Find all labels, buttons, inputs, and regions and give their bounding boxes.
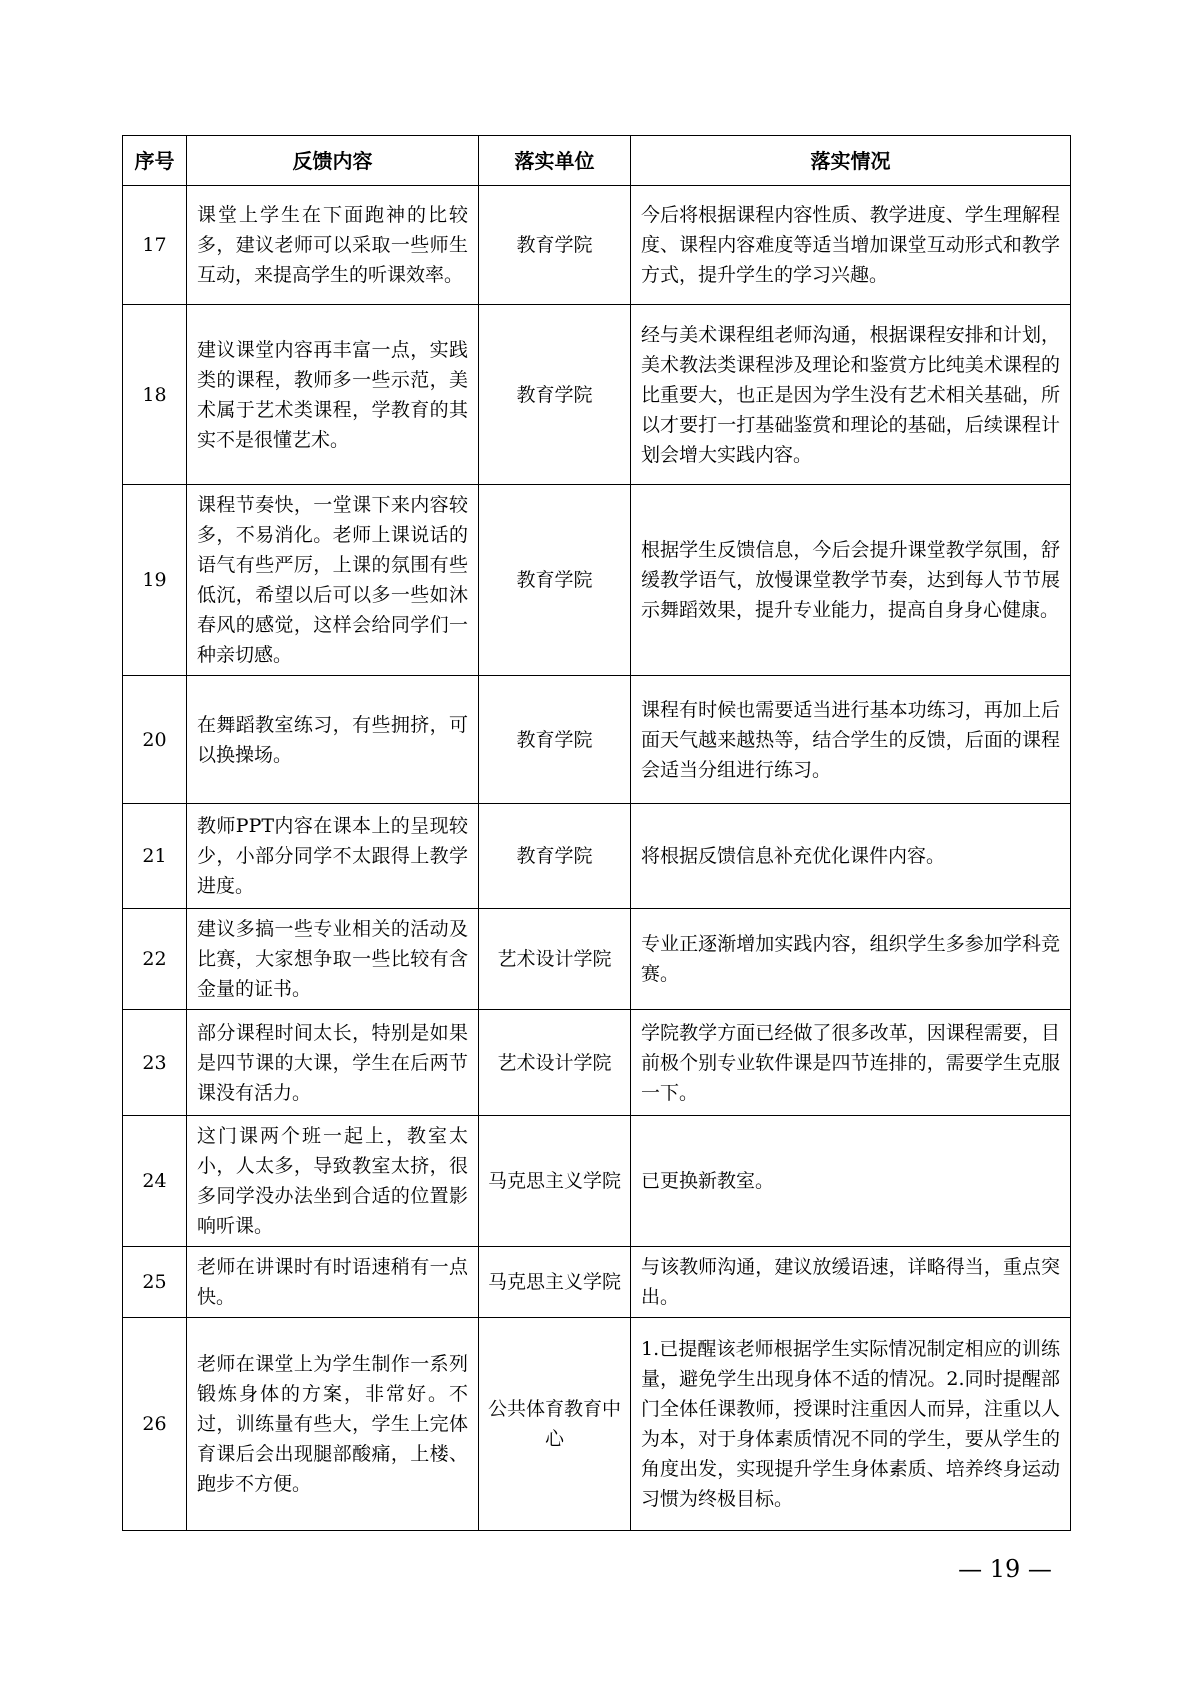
table-row	[123, 804, 1071, 909]
row-num: 19	[123, 485, 187, 676]
row-content: 建议多搞一些专业相关的活动及比赛，大家想争取一些比较有含金量的证书。	[187, 909, 479, 1010]
table-row	[123, 676, 1071, 804]
row-num: 21	[123, 804, 187, 909]
table-row	[123, 1116, 1071, 1247]
row-content: 课堂上学生在下面跑神的比较多，建议老师可以采取一些师生互动，来提高学生的听课效率。	[187, 186, 479, 305]
row-status: 课程有时候也需要适当进行基本功练习，再加上后面天气越来越热等，结合学生的反馈，后面的课程会适当分组进行练习。	[631, 676, 1071, 804]
row-num: 24	[123, 1116, 187, 1247]
row-unit: 艺术设计学院	[479, 1010, 631, 1116]
table-row	[123, 1318, 1071, 1531]
row-unit: 公共体育教育中心	[479, 1318, 631, 1531]
table-row	[123, 909, 1071, 1010]
row-unit: 教育学院	[479, 804, 631, 909]
row-unit: 艺术设计学院	[479, 909, 631, 1010]
table-row	[123, 305, 1071, 485]
table-row	[123, 1010, 1071, 1116]
row-status: 将根据反馈信息补充优化课件内容。	[631, 804, 1071, 909]
page-number: — 19 —	[958, 1555, 1052, 1583]
row-unit: 马克思主义学院	[479, 1116, 631, 1247]
table-row	[123, 1247, 1071, 1318]
row-num: 25	[123, 1247, 187, 1318]
row-status: 已更换新教室。	[631, 1116, 1071, 1247]
row-status: 与该教师沟通，建议放缓语速，详略得当，重点突出。	[631, 1247, 1071, 1318]
row-content: 建议课堂内容再丰富一点，实践类的课程，教师多一些示范，美术属于艺术类课程，学教育的其实不是很懂艺术。	[187, 305, 479, 485]
row-unit: 教育学院	[479, 186, 631, 305]
feedback-table	[122, 135, 1071, 1531]
row-status: 今后将根据课程内容性质、教学进度、学生理解程度、课程内容难度等适当增加课堂互动形式和教学方式，提升学生的学习兴趣。	[631, 186, 1071, 305]
table-header-row	[123, 136, 1071, 186]
row-unit: 教育学院	[479, 676, 631, 804]
row-unit: 教育学院	[479, 305, 631, 485]
header-unit: 落实单位	[479, 136, 631, 186]
row-unit: 教育学院	[479, 485, 631, 676]
row-content: 教师PPT内容在课本上的呈现较少，小部分同学不太跟得上教学进度。	[187, 804, 479, 909]
header-content: 反馈内容	[187, 136, 479, 186]
row-content: 在舞蹈教室练习，有些拥挤，可以换操场。	[187, 676, 479, 804]
row-num: 17	[123, 186, 187, 305]
table-row	[123, 186, 1071, 305]
row-unit: 马克思主义学院	[479, 1247, 631, 1318]
table-row	[123, 485, 1071, 676]
header-status: 落实情况	[631, 136, 1071, 186]
row-num: 20	[123, 676, 187, 804]
row-num: 26	[123, 1318, 187, 1531]
row-status: 专业正逐渐增加实践内容，组织学生多参加学科竞赛。	[631, 909, 1071, 1010]
row-content: 这门课两个班一起上，教室太小，人太多，导致教室太挤，很多同学没办法坐到合适的位置影响听课。	[187, 1116, 479, 1247]
row-status: 经与美术课程组老师沟通，根据课程安排和计划，美术教法类课程涉及理论和鉴赏方比纯美术课程的比重要大，也正是因为学生没有艺术相关基础，所以才要打一打基础鉴赏和理论的基础，后续课程计划会增大实践内容。	[631, 305, 1071, 485]
row-content: 老师在讲课时有时语速稍有一点快。	[187, 1247, 479, 1318]
row-status: 根据学生反馈信息，今后会提升课堂教学氛围，舒缓教学语气，放慢课堂教学节奏，达到每人节节展示舞蹈效果，提升专业能力，提高自身身心健康。	[631, 485, 1071, 676]
row-num: 18	[123, 305, 187, 485]
header-num: 序号	[123, 136, 187, 186]
row-content: 课程节奏快，一堂课下来内容较多，不易消化。老师上课说话的语气有些严厉，上课的氛围有些低沉，希望以后可以多一些如沐春风的感觉，这样会给同学们一种亲切感。	[187, 485, 479, 676]
row-content: 老师在课堂上为学生制作一系列锻炼身体的方案，非常好。不过，训练量有些大，学生上完体育课后会出现腿部酸痛，上楼、跑步不方便。	[187, 1318, 479, 1531]
row-num: 23	[123, 1010, 187, 1116]
row-content: 部分课程时间太长，特别是如果是四节课的大课，学生在后两节课没有活力。	[187, 1010, 479, 1116]
row-status: 学院教学方面已经做了很多改革，因课程需要，目前极个别专业软件课是四节连排的，需要学生克服一下。	[631, 1010, 1071, 1116]
row-status: 1.已提醒该老师根据学生实际情况制定相应的训练量，避免学生出现身体不适的情况。2.同时提醒部门全体任课教师，授课时注重因人而异，注重以人为本，对于身体素质情况不同的学生，要从学生的角度出发，实现提升学生身体素质、培养终身运动习惯为终极目标。	[631, 1318, 1071, 1531]
row-num: 22	[123, 909, 187, 1010]
